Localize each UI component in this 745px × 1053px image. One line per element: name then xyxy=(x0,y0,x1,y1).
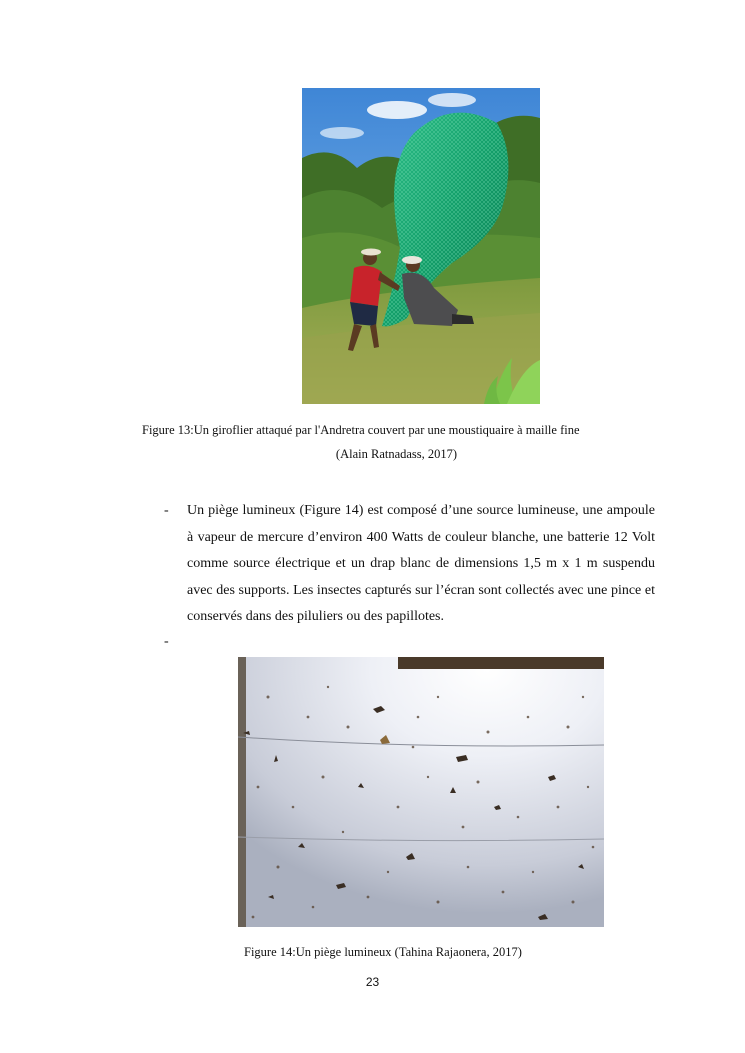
light-trap-sheet-image xyxy=(238,657,604,927)
list-dash: - xyxy=(164,503,169,518)
figure-14-photo xyxy=(238,657,604,927)
list-item-text: Un piège lumineux (Figure 14) est composé d’une source lumineuse, une ampoule à vapeur de mercure d’environ 400 Watts de couleur blanche, une batterie 12 Volt comme source électrique et un drap blanc de dimensions 1,5 m x 1 m suspendu avec des supports. Les insectes capturés sur l’écran sont collectés avec une pince et conservés dans des piluliers ou des papillotes. xyxy=(187,503,655,624)
figure-14-caption: Figure 14:Un piège lumineux (Tahina Rajaonera, 2017) xyxy=(244,945,522,959)
clove-tree-net-image xyxy=(302,88,540,404)
figure-13-credit: (Alain Ratnadass, 2017) xyxy=(335,447,458,461)
page-number: 23 xyxy=(365,975,380,989)
list-dash: - xyxy=(164,634,169,649)
figure-13-caption: Figure 13:Un giroflier attaqué par l'Andretra couvert par une moustiquaire à maille fine xyxy=(142,423,580,437)
figure-13-photo xyxy=(302,88,540,404)
